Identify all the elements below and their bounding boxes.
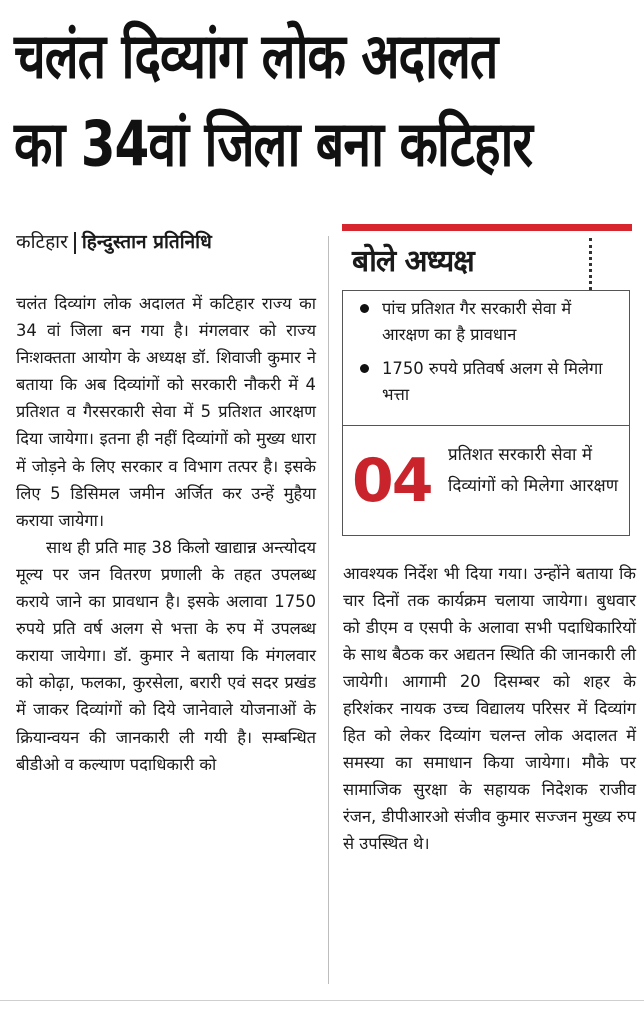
sidebar-dotted-rule [589, 238, 592, 290]
headline-line-2: का 34वां जिला बना कटिहार [14, 108, 532, 181]
byline [16, 228, 212, 256]
list-item [358, 356, 620, 408]
headline-line-1: चलंत दिव्यांग लोक अदालत [14, 20, 498, 93]
byline-reporter: हिन्दुस्तान प्रतिनिधि [81, 231, 212, 253]
sidebar-accent-bar [342, 224, 632, 231]
bullet-text: 1750 रुपये प्रतिवर्ष अलग से मिलेगा भत्ता [382, 359, 603, 404]
bullet-dot-icon [360, 364, 369, 373]
list-item [358, 296, 620, 348]
bullet-dot-icon [360, 304, 369, 313]
sidebar-bullet-list [358, 296, 620, 416]
article-right-column [343, 560, 636, 857]
highlight-number-text: प्रतिशत सरकारी सेवा में दिव्यांगों को मिलेगा आरक्षण [448, 445, 619, 496]
sidebar-divider [342, 425, 630, 426]
article-paragraph-2: साथ ही प्रति माह 38 किलो खाद्यान्न अन्त्योदय मूल्य पर जन वितरण प्रणाली के तहत उपलब्ध कराये जाने का प्रावधान है। इसके अलावा 1750 रुपये प्रति वर्ष अलग से भत्ता के रुप में उपलब्ध कराया जायेगा। डॉ. कुमार ने बताया कि मंगलवार को कोढ़ा, फलका, कुरसेला, बरारी एवं सदर प्रखंड में जाकर दिव्यांगों को दिये जानेवाले योजनाओं के क्रियान्वयन की जानकारी ली गयी है। सम्बन्धित बीडीओ व कल्याण पदाधिकारी को [16, 537, 316, 774]
article-left-column [16, 290, 316, 778]
highlight-number: 04 [352, 446, 432, 516]
sidebar-title: बोले अध्यक्ष [352, 244, 474, 279]
article-paragraph-1: चलंत दिव्यांग लोक अदालत में कटिहार राज्य का 34 वां जिला बन गया है। मंगलवार को राज्य निःशक्तता आयोग के अध्यक्ष डॉ. शिवाजी कुमार ने बताया कि अब दिव्यांगों को सरकारी नौकरी में 4 प्रतिशत व गैरसरकारी सेवा में 5 प्रतिशत आरक्षण दिया जायेगा। इतना ही नहीं दिव्यांगों को मुख्य धारा में जोड़ने के लिए सरकार व विभाग तत्पर है। इसके लिए 5 डिसिमल जमीन अर्जित कर उन्हें मुहैया कराया जायेगा। [16, 294, 316, 530]
bullet-text: पांच प्रतिशत गैर सरकारी सेवा में आरक्षण का है प्रावधान [382, 299, 572, 344]
article-paragraph-3: आवश्यक निर्देश भी दिया गया। उन्होंने बताया कि चार दिनों तक कार्यक्रम चलाया जायेगा। बुधवार को डीएम व एसपी के अलावा सभी पदाधिकारियों के साथ बैठक कर अद्यतन स्थिति की जानकारी ली जायेगी। आगामी 20 दिसम्बर को शहर के हरिशंकर नायक उच्च विद्यालय परिसर में दिव्यांग हित को लेकर दिव्यांग चलन्त लोक अदालत में समस्या का समाधान किया जायेगा। मौके पर सामाजिक सुरक्षा के सहायक निदेशक राजीव रंजन, डीपीआरओ संजीव कुमार सज्जन मुख्य रुप से उपस्थित थे। [343, 564, 636, 853]
column-divider [328, 236, 329, 984]
page-bottom-rule [0, 1000, 644, 1001]
byline-place: कटिहार [16, 231, 68, 253]
byline-separator [74, 232, 76, 254]
